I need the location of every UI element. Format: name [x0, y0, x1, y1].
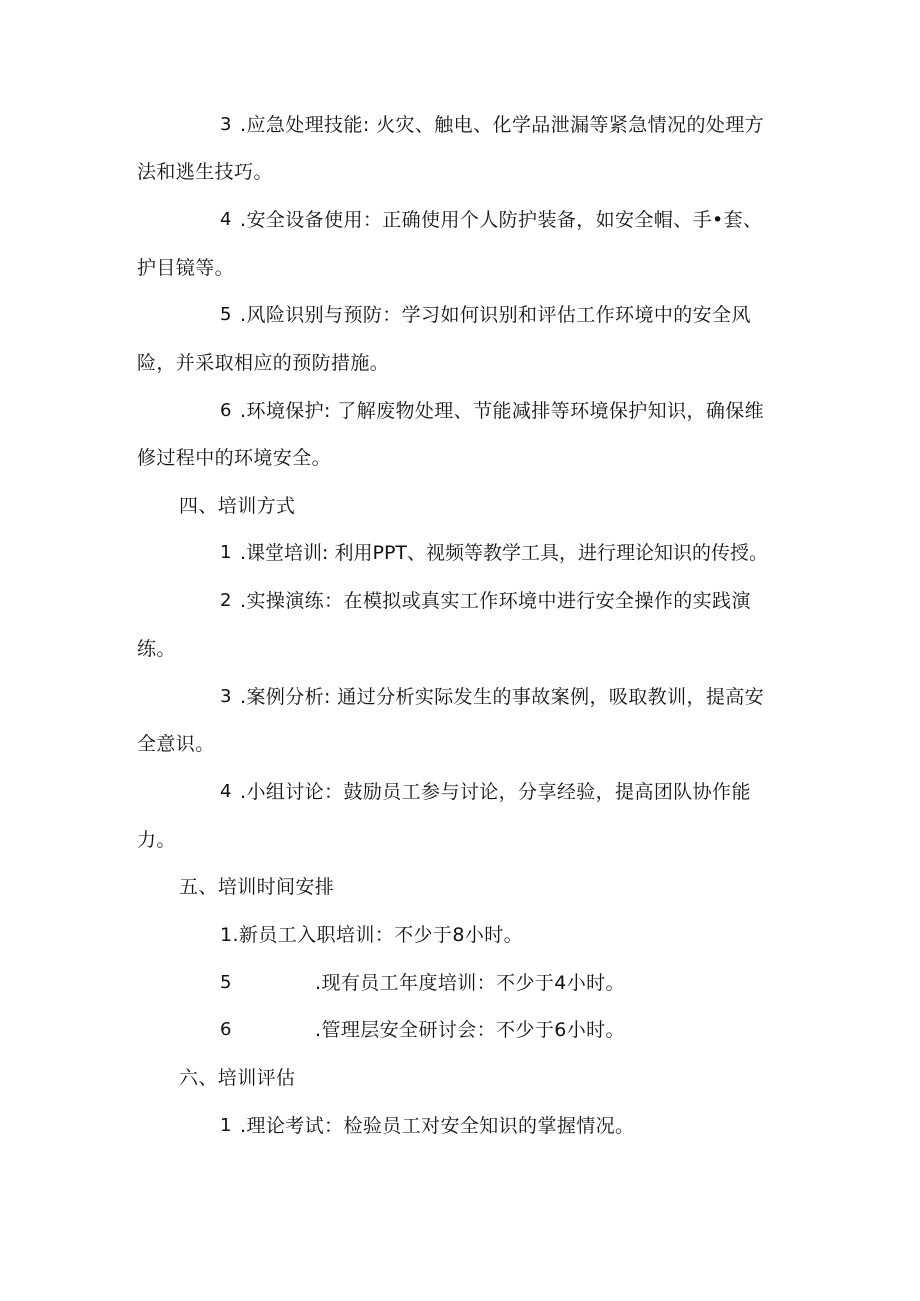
item-text-continuation: 力。: [137, 829, 176, 851]
item-text: .现有员工年度培训：不少于4小时。: [315, 972, 625, 994]
section-heading: 四、培训方式: [179, 495, 296, 517]
item-text: .应急处理技能: 火灾、触电、化学品泄漏等紧急情况的处理方: [240, 114, 765, 136]
item-number: 4: [220, 209, 232, 230]
item-text-continuation: 全意识。: [137, 733, 215, 755]
item-text-continuation: 练。: [137, 638, 176, 660]
item-number: 3: [220, 114, 232, 135]
item-text: .理论考试：检验员工对安全知识的掌握情况。: [240, 1115, 635, 1137]
item-number: 5: [220, 972, 232, 993]
item-text: .环境保护: 了解废物处理、节能减排等环境保护知识，确保维: [240, 400, 765, 422]
item-text: 1.新员工入职培训：不少于8小时。: [220, 924, 524, 946]
item-text: .安全设备使用：正确使用个人防护装备，如安全帽、手•套、: [240, 209, 763, 231]
item-number: 3: [220, 686, 232, 707]
item-text-continuation: 护目镜等。: [137, 257, 235, 279]
item-number: 6: [220, 400, 232, 421]
section-heading: 五、培训时间安排: [179, 876, 335, 898]
item-text-continuation: 法和逃生技巧。: [137, 161, 273, 183]
item-number: 1: [220, 542, 232, 563]
item-text-continuation: 修过程中的环境安全。: [137, 447, 332, 469]
item-text: .实操演练：在模拟或真实工作环境中进行安全操作的实践演: [240, 590, 751, 612]
item-text: .管理层安全研讨会：不少于6小时。: [315, 1019, 625, 1041]
item-text: .小组讨论：鼓励员工参与讨论，分享经验，提高团队协作能: [240, 781, 751, 803]
item-number: 4: [220, 781, 232, 802]
item-number: 1: [220, 1115, 232, 1136]
item-text-continuation: 险，并采取相应的预防措施。: [137, 352, 390, 374]
item-number: 2: [220, 590, 232, 611]
section-heading: 六、培训评估: [179, 1067, 296, 1089]
item-number: 5: [220, 304, 232, 325]
item-number: 6: [220, 1019, 232, 1040]
item-text: .案例分析: 通过分析实际发生的事故案例，吸取教训，提高安: [240, 686, 765, 708]
item-text: .风险识别与预防：学习如何识别和评估工作环境中的安全风: [240, 304, 751, 326]
item-text: .课堂培训: 利用PPT、视频等教学工具，进行理论知识的传授。: [240, 542, 769, 564]
